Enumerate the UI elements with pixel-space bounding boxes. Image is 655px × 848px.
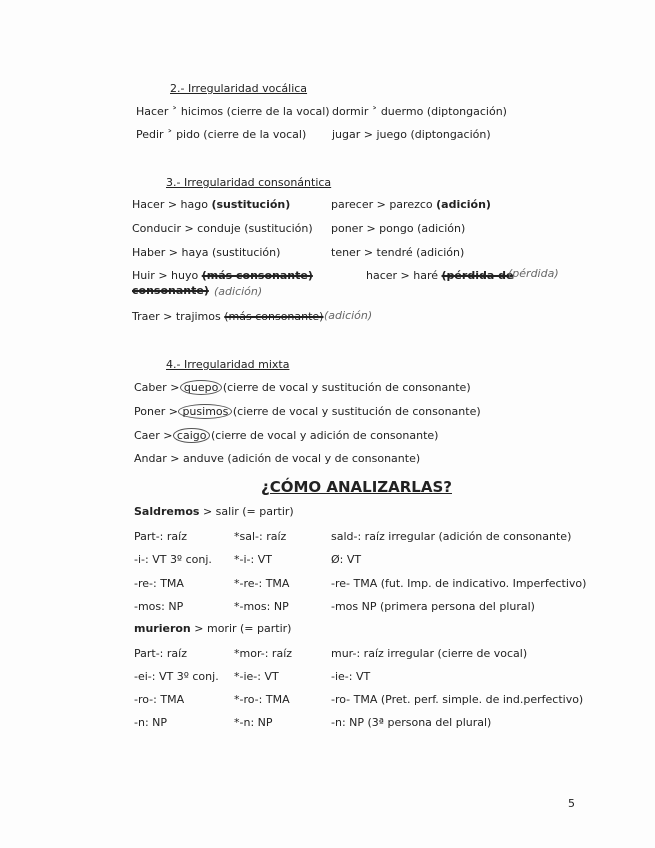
analysis-cell: -ie-: VT — [331, 670, 371, 683]
analysis-cell: *-i-: VT — [234, 553, 272, 566]
word-bold: Saldremos — [134, 505, 200, 518]
consonantica-row3-left: Haber > haya (sustitución) — [132, 246, 281, 259]
struck-text: (pérdida de — [441, 269, 514, 282]
vocalica-right-1: dormir ˃ duermo (diptongación) — [332, 105, 507, 118]
circled-word: pusimos — [178, 404, 232, 419]
consonantica-row1-right — [331, 198, 491, 212]
row-text: hacer > haré — [366, 269, 442, 282]
analysis-cell: -n: NP — [134, 716, 168, 729]
row-bold: (adición) — [436, 198, 491, 211]
consonantica-row2-right: poner > pongo (adición) — [331, 222, 466, 235]
struck-text: (más consonante) — [224, 310, 324, 323]
row-text: (cierre de vocal y sustitución de consonante) — [219, 381, 471, 394]
circled-word: quepo — [180, 380, 222, 395]
row-text: (cierre de vocal y sustitución de consonante) — [229, 405, 481, 418]
handwritten-note-adicion-1: (adición) — [214, 285, 263, 298]
row-text: (cierre de vocal y adición de consonante) — [207, 429, 439, 442]
consonantica-row4-left — [132, 269, 313, 283]
page-number: 5 — [568, 797, 575, 810]
struck-text-consonante: consonante) — [132, 284, 209, 297]
analysis-word-murieron — [134, 622, 291, 636]
handwritten-note-adicion-2: (adición) — [324, 309, 373, 322]
consonantica-row3-right: tener > tendré (adición) — [331, 246, 465, 259]
analysis-cell: -re-: TMA — [134, 577, 184, 590]
analysis-title: ¿CÓMO ANALIZARLAS? — [261, 478, 452, 496]
row-text: Caer > — [134, 429, 176, 442]
analysis-cell: -n: NP (3ª persona del plural) — [331, 716, 492, 729]
row-bold: (sustitución) — [211, 198, 291, 211]
row-text: Poner > — [134, 405, 182, 418]
heading-irregularidad-vocalica: 2.- Irregularidad vocálica — [170, 82, 308, 95]
row-text: Traer > trajimos — [132, 310, 225, 323]
circled-word: caigo — [173, 428, 211, 443]
row-text: Huir > huyo — [132, 269, 202, 282]
word-bold: murieron — [134, 622, 191, 635]
analysis-cell: -mos: NP — [134, 600, 184, 613]
analysis-cell: -ei-: VT 3º conj. — [134, 670, 219, 683]
word-text: > morir (= partir) — [190, 622, 292, 635]
analysis-cell: *-re-: TMA — [234, 577, 290, 590]
analysis-cell: *-ie-: VT — [234, 670, 279, 683]
analysis-cell: mur-: raíz irregular (cierre de vocal) — [331, 647, 528, 660]
word-text: > salir (= partir) — [199, 505, 294, 518]
vocalica-left-1: Hacer ˃ hicimos (cierre de la vocal) — [136, 105, 330, 118]
analysis-cell: Part-: raíz — [134, 647, 187, 660]
analysis-cell: *mor-: raíz — [234, 647, 293, 660]
analysis-cell: Ø: VT — [331, 553, 362, 566]
row-text: parecer > parezco — [331, 198, 437, 211]
row-text: Caber > — [134, 381, 183, 394]
analysis-cell: Part-: raíz — [134, 530, 187, 543]
analysis-word-saldremos — [134, 505, 294, 519]
row-text: Andar > anduve — [134, 452, 224, 465]
consonantica-row2-left: Conducir > conduje (sustitución) — [132, 222, 313, 235]
mixta-row-3 — [134, 429, 438, 443]
struck-text: (más consonante) — [201, 269, 313, 282]
analysis-cell: *-n: NP — [234, 716, 273, 729]
mixta-row-4 — [134, 452, 420, 466]
analysis-cell: -ro-: TMA — [134, 693, 185, 706]
heading-irregularidad-consonantica: 3.- Irregularidad consonántica — [166, 176, 332, 189]
mixta-row-1 — [134, 381, 471, 395]
analysis-cell: -i-: VT 3º conj. — [134, 553, 212, 566]
analysis-cell: *-mos: NP — [234, 600, 289, 613]
vocalica-left-2: Pedir ˃ pido (cierre de la vocal) — [136, 128, 307, 141]
analysis-cell: -mos NP (primera persona del plural) — [331, 600, 535, 613]
consonantica-row1-left — [132, 198, 290, 212]
consonantica-row5 — [132, 310, 323, 324]
handwritten-note-perdida: (pérdida) — [508, 267, 559, 280]
row-text: (adición de vocal y de consonante) — [223, 452, 421, 465]
mixta-row-2 — [134, 405, 481, 419]
heading-irregularidad-mixta: 4.- Irregularidad mixta — [166, 358, 290, 371]
row-text: Hacer > hago — [132, 198, 212, 211]
analysis-cell: *-ro-: TMA — [234, 693, 290, 706]
consonantica-row4-right — [366, 269, 513, 283]
analysis-cell: -ro- TMA (Pret. perf. simple. de ind.perfectivo) — [331, 693, 584, 706]
analysis-cell: -re- TMA (fut. Imp. de indicativo. Imperfectivo) — [331, 577, 587, 590]
analysis-cell: *sal-: raíz — [234, 530, 287, 543]
analysis-cell: sald-: raíz irregular (adición de consonante) — [331, 530, 572, 543]
vocalica-right-2: jugar > juego (diptongación) — [332, 128, 491, 141]
